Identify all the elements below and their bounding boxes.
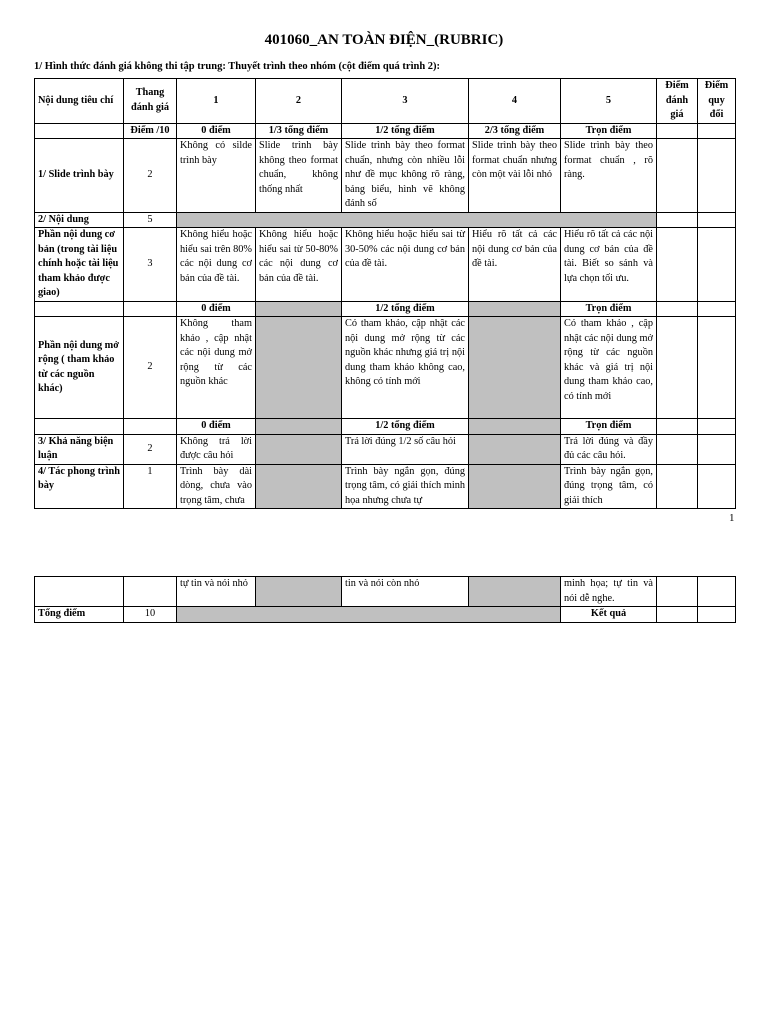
empty-cell <box>124 419 177 435</box>
max-score-label: Điểm /10 <box>124 123 177 139</box>
criterion-scale: 2 <box>124 139 177 213</box>
level-1-desc: Trình bày dài dòng, chưa vào trọng tâm, chưa <box>177 464 256 509</box>
level-1-desc: Không tham khảo , cập nhật các nội dung mở rộng từ các nguồn khác <box>177 317 256 419</box>
criterion-scale: 1 <box>124 464 177 509</box>
points-subheader-row <box>35 301 736 317</box>
criterion-label: 3/ Khả năng biện luận <box>35 434 124 464</box>
level-2-desc: Slide trình bày không theo format chuẩn, không thống nhất <box>256 139 342 213</box>
converted-cell <box>698 577 736 607</box>
points-level-3: 1/2 tổng điểm <box>342 419 469 435</box>
table-row <box>35 212 736 228</box>
level-3-desc: Trả lời đúng 1/2 số câu hỏi <box>342 434 469 464</box>
shaded-cell <box>469 301 561 317</box>
points-subheader-row <box>35 419 736 435</box>
page-number: 1 <box>729 512 735 524</box>
eval-cell <box>657 464 698 509</box>
converted-cell <box>698 139 736 213</box>
shaded-cell <box>177 607 561 623</box>
criterion-scale: 2 <box>124 434 177 464</box>
empty-cell <box>35 123 124 139</box>
level-5-desc: Trình bày ngắn gọn, đúng trọng tâm, có giải thích <box>561 464 657 509</box>
criterion-label: Phần nội dung mở rộng ( tham khảo từ các nguồn khác) <box>35 317 124 419</box>
rubric-table-continued <box>34 576 736 623</box>
table-row <box>35 139 736 213</box>
header-level-1: 1 <box>177 79 256 124</box>
criterion-label: 2/ Nội dung <box>35 212 124 228</box>
level-3-desc: tin và nói còn nhỏ <box>342 577 469 607</box>
empty-cell <box>657 123 698 139</box>
shaded-cell <box>256 419 342 435</box>
level-1-desc: tự tin và nói nhỏ <box>177 577 256 607</box>
converted-cell <box>698 317 736 419</box>
empty-cell <box>35 419 124 435</box>
level-5-desc: Hiểu rõ tất cả các nội dung cơ bản của đề tài. Biết so sánh và lựa chọn tối ưu. <box>561 228 657 302</box>
level-3-desc: Có tham khảo, cập nhật các nội dung mở rộng từ các nguồn khác nhưng giá trị nội dung tham khảo không cao, không có tính mới <box>342 317 469 419</box>
converted-cell <box>698 212 736 228</box>
shaded-cell <box>256 317 342 419</box>
table-row <box>35 577 736 607</box>
eval-cell <box>657 317 698 419</box>
shaded-cell <box>256 301 342 317</box>
header-level-5: 5 <box>561 79 657 124</box>
header-scale: Thang đánh giá <box>124 79 177 124</box>
eval-cell <box>657 139 698 213</box>
header-level-3: 3 <box>342 79 469 124</box>
empty-cell <box>35 301 124 317</box>
level-4-desc: Slide trình bày theo format chuẩn nhưng còn một vài lỗi nhỏ <box>469 139 561 213</box>
criterion-scale: 3 <box>124 228 177 302</box>
shaded-cell <box>256 577 342 607</box>
level-1-desc: Không trả lời được câu hỏi <box>177 434 256 464</box>
converted-cell <box>698 464 736 509</box>
level-3-desc: Slide trình bày theo format chuẩn, nhưng còn nhiều lỗi như đề mục không rõ ràng, bảng biểu, hình vẽ không đánh số <box>342 139 469 213</box>
eval-cell <box>657 212 698 228</box>
level-5-desc: minh họa; tự tin và nói dễ nghe. <box>561 577 657 607</box>
header-level-4: 4 <box>469 79 561 124</box>
shaded-cell <box>469 317 561 419</box>
header-eval-score: Điểm đánh giá <box>657 79 698 124</box>
eval-cell <box>657 434 698 464</box>
points-level-3: 1/2 tổng điểm <box>342 301 469 317</box>
points-level-5: Trọn điểm <box>561 419 657 435</box>
level-3-desc: Trình bày ngắn gọn, đúng trọng tâm, có giải thích minh họa nhưng chưa tự <box>342 464 469 509</box>
shaded-cell <box>256 434 342 464</box>
empty-cell <box>657 301 698 317</box>
points-level-1: 0 điểm <box>177 419 256 435</box>
level-1-desc: Không hiểu hoặc hiểu sai trên 80% các nội dung cơ bản của đề tài. <box>177 228 256 302</box>
level-5-desc: Trả lời đúng và đầy đủ các câu hỏi. <box>561 434 657 464</box>
eval-cell <box>657 577 698 607</box>
points-level-1: 0 điểm <box>177 123 256 139</box>
table-row <box>35 317 736 419</box>
section-subtitle: 1/ Hình thức đánh giá không thi tập trung: Thuyết trình theo nhóm (cột điểm quá trình 2): <box>34 61 441 72</box>
shaded-cell <box>469 577 561 607</box>
shaded-cell <box>256 464 342 509</box>
level-3-desc: Không hiểu hoặc hiểu sai từ 30-50% các nội dung cơ bản của đề tài. <box>342 228 469 302</box>
level-1-desc: Không có silde trình bày <box>177 139 256 213</box>
total-label: Tổng điểm <box>35 607 124 623</box>
result-label: Kết quả <box>561 607 657 623</box>
header-level-2: 2 <box>256 79 342 124</box>
eval-cell <box>657 607 698 623</box>
level-5-desc: Có tham khảo , cập nhật các nội dung mở rộng từ các nguồn khác và giá trị nội dung tham khảo cao, có tính mới <box>561 317 657 419</box>
empty-cell <box>698 419 736 435</box>
criterion-scale: 2 <box>124 317 177 419</box>
page-title: 401060_AN TOÀN ĐIỆN_(RUBRIC) <box>264 32 504 48</box>
table-row <box>35 434 736 464</box>
points-level-2: 1/3 tổng điểm <box>256 123 342 139</box>
empty-cell <box>124 301 177 317</box>
empty-cell <box>698 301 736 317</box>
converted-cell <box>698 228 736 302</box>
rubric-table <box>34 78 736 509</box>
eval-cell <box>657 228 698 302</box>
empty-cell <box>698 123 736 139</box>
shaded-cell <box>469 464 561 509</box>
points-level-5: Trọn điểm <box>561 301 657 317</box>
header-converted-score: Điểm quy đổi <box>698 79 736 124</box>
total-row <box>35 607 736 623</box>
criterion-label: 1/ Slide trình bày <box>35 139 124 213</box>
points-level-5: Trọn điểm <box>561 123 657 139</box>
empty-cell <box>124 577 177 607</box>
table-row <box>35 464 736 509</box>
total-scale: 10 <box>124 607 177 623</box>
converted-cell <box>698 434 736 464</box>
points-level-4: 2/3 tổng điểm <box>469 123 561 139</box>
empty-cell <box>657 419 698 435</box>
criterion-label: 4/ Tác phong trình bày <box>35 464 124 509</box>
points-level-3: 1/2 tổng điểm <box>342 123 469 139</box>
criterion-scale: 5 <box>124 212 177 228</box>
level-4-desc: Hiểu rõ tất cả các nội dung cơ bản của đề tài. <box>469 228 561 302</box>
shaded-cell <box>469 434 561 464</box>
level-2-desc: Không hiểu hoặc hiểu sai từ 50-80% các nội dung cơ bản của đề tài. <box>256 228 342 302</box>
points-level-1: 0 điểm <box>177 301 256 317</box>
converted-cell <box>698 607 736 623</box>
criterion-label: Phần nội dung cơ bản (trong tài liệu chính hoặc tài liệu tham khảo được giao) <box>35 228 124 302</box>
table-row <box>35 228 736 302</box>
level-5-desc: Slide trình bày theo format chuẩn , rõ ràng. <box>561 139 657 213</box>
header-criteria: Nội dung tiêu chí <box>35 79 124 124</box>
shaded-cell <box>177 212 657 228</box>
empty-cell <box>35 577 124 607</box>
table-header-row <box>35 79 736 124</box>
points-header-row <box>35 123 736 139</box>
shaded-cell <box>469 419 561 435</box>
